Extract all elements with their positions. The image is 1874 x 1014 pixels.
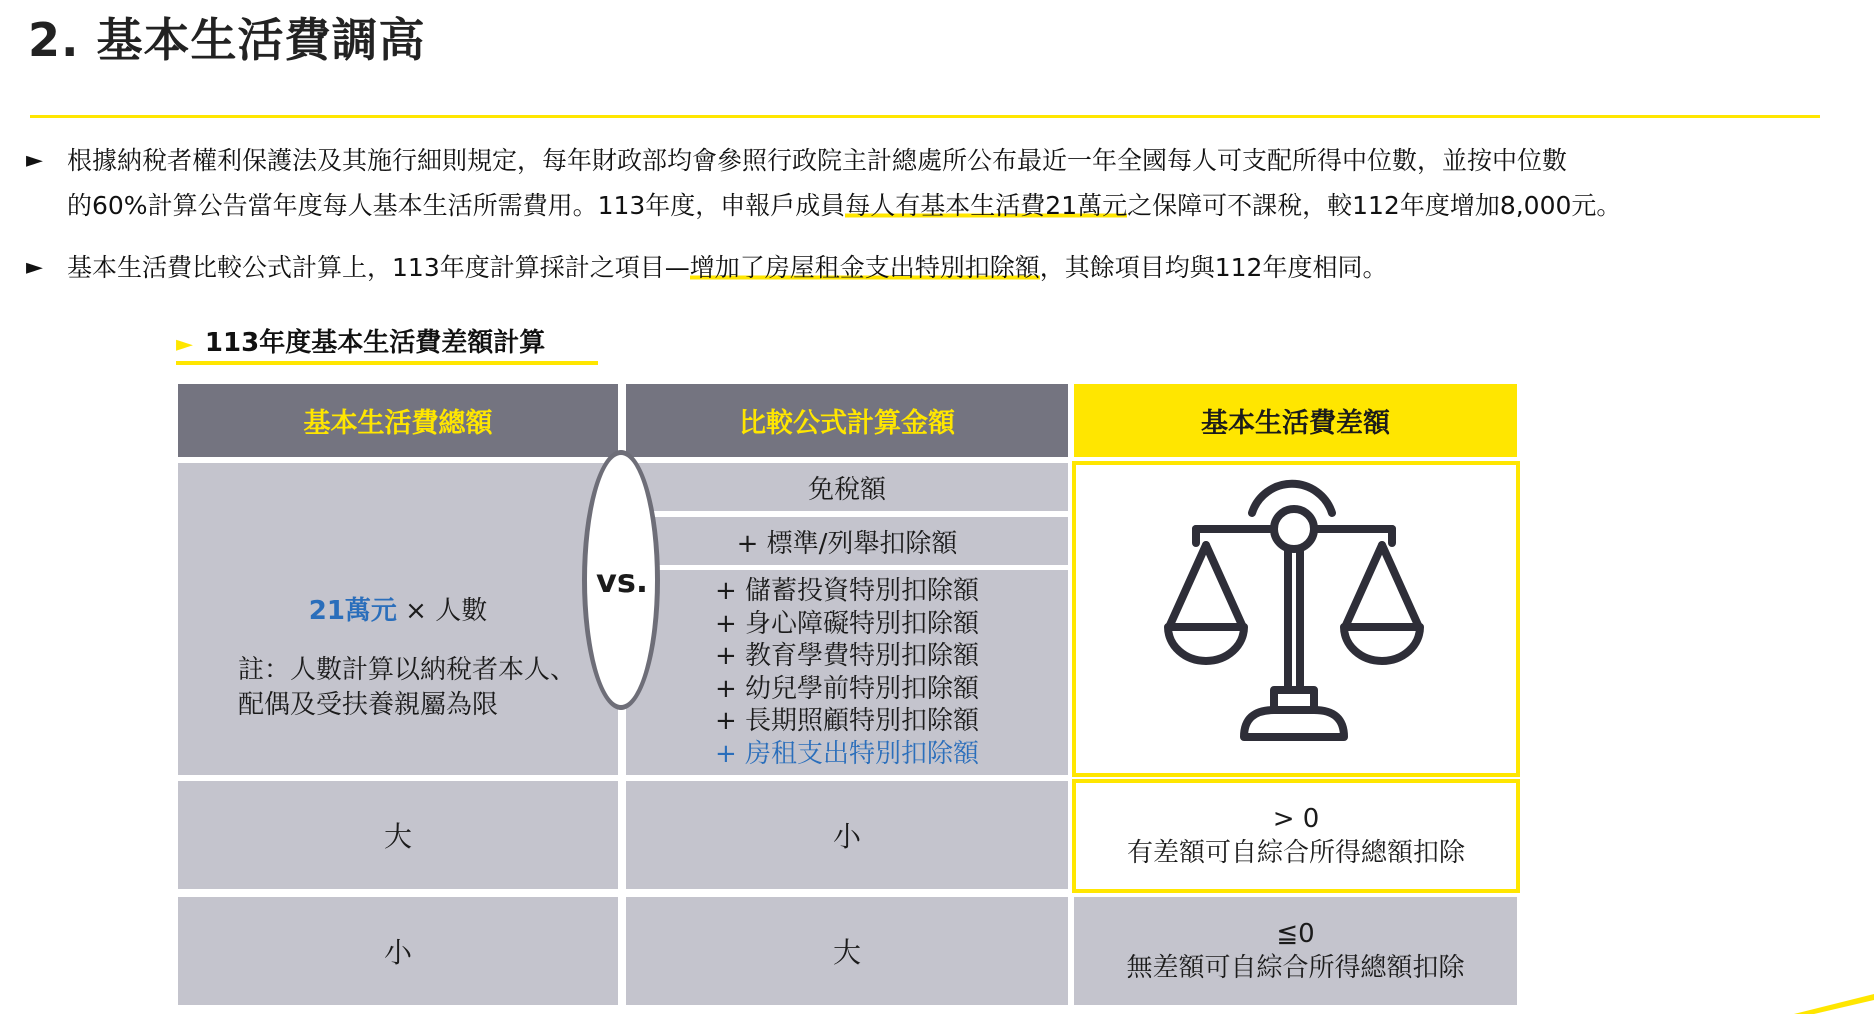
vs-label: vs. bbox=[596, 562, 649, 600]
row1-left: 大 bbox=[178, 781, 618, 889]
section-heading: ► 113年度基本生活費差額計算 bbox=[176, 328, 546, 358]
left-main-cell bbox=[178, 463, 618, 775]
exemption-cell: 免稅額 bbox=[626, 463, 1068, 511]
row2-result: ≦0 無差額可自綜合所得總額扣除 bbox=[1074, 897, 1517, 1005]
bullet-1-text bbox=[67, 138, 1867, 228]
bullet-2-text: 基本生活費比較公式計算上，113年度計算採計之項目—增加了房屋租金支出特別扣除額，其餘項目均與112年度相同。 bbox=[67, 253, 1388, 282]
bullet-1-line2: 的60%計算公告當年度每人基本生活所需費用。113年度，申報戶成員每人有基本生活費21萬元之保障可不課稅，較112年度增加8,000元。 bbox=[67, 191, 1622, 220]
deduction-item: + 身心障礙特別扣除額 bbox=[714, 608, 980, 639]
balance-scale-icon bbox=[1076, 465, 1516, 773]
row1-middle: 小 bbox=[626, 781, 1068, 889]
section-arrow-icon: ► bbox=[176, 332, 193, 357]
row2-left: 小 bbox=[178, 897, 618, 1005]
header-total: 基本生活費總額 bbox=[178, 384, 618, 457]
deduction-item: + 長期照顧特別扣除額 bbox=[714, 706, 980, 736]
title-underline bbox=[30, 115, 1820, 118]
bullet-1-line1: 根據納稅者權利保護法及其施行細則規定，每年財政部均會參照行政院主計總處所公布最近一年全國每人可支配所得中位數，並按中位數 bbox=[67, 146, 1568, 175]
amount-line: 21萬元 × 人數 bbox=[308, 596, 488, 626]
deduction-item: + 教育學費特別扣除額 bbox=[714, 641, 980, 671]
corner-stripe bbox=[1794, 984, 1874, 1014]
special-deductions-cell bbox=[626, 570, 1068, 775]
highlight-rent-deduction: 增加了房屋租金支出特別扣除額 bbox=[689, 253, 1040, 282]
header-difference: 基本生活費差額 bbox=[1074, 384, 1517, 457]
amount-value: 21萬元 bbox=[308, 596, 397, 626]
page-title: 2. 基本生活費調高 bbox=[28, 13, 426, 67]
note: 註：人數計算以納稅者本人、 配偶及受扶養親屬為限 bbox=[238, 655, 577, 720]
row2-middle: 大 bbox=[626, 897, 1068, 1005]
deduction-item-new: + 房租支出特別扣除額 bbox=[714, 738, 980, 769]
standard-deduction-cell: + 標準/列舉扣除額 bbox=[626, 517, 1068, 565]
highlight-basic-living: 每人有基本生活費21萬元 bbox=[845, 191, 1128, 220]
deduction-item: + 儲蓄投資特別扣除額 bbox=[714, 576, 980, 606]
section-underline bbox=[176, 361, 598, 365]
row1-result: > 0 有差額可自綜合所得總額扣除 bbox=[1072, 779, 1520, 893]
deduction-item: + 幼兒學前特別扣除額 bbox=[714, 673, 980, 704]
scale-cell bbox=[1072, 461, 1520, 777]
bullet-arrow-icon: ► bbox=[26, 255, 43, 280]
bullet-arrow-icon: ► bbox=[26, 148, 43, 173]
header-formula: 比較公式計算金額 bbox=[626, 384, 1068, 457]
